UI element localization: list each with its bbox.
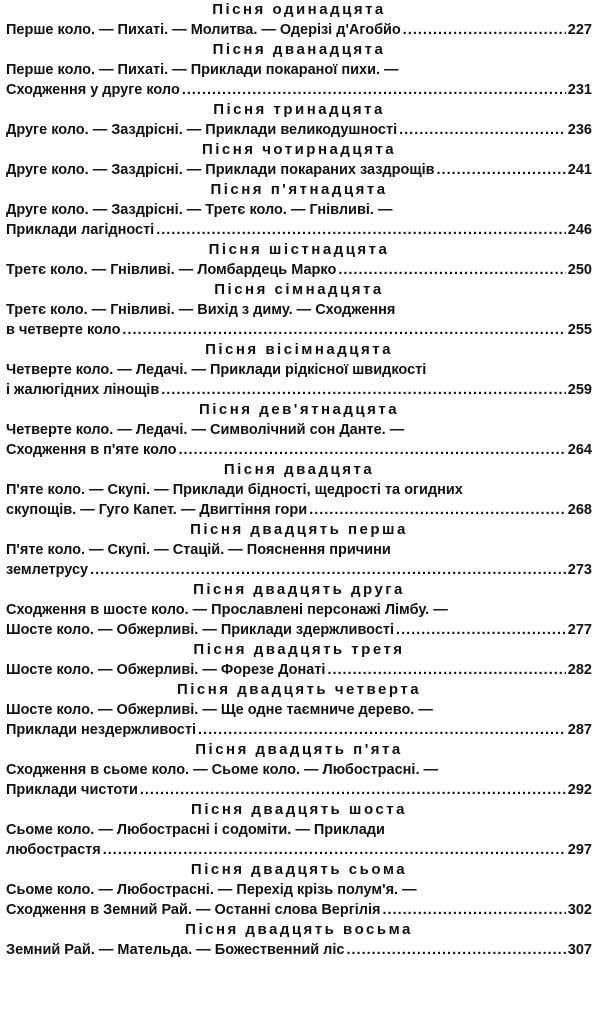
leader-dots xyxy=(309,500,566,520)
entry-lines xyxy=(6,260,592,280)
entry-lines xyxy=(6,480,592,520)
entry-text: в четверте коло xyxy=(6,322,121,338)
entry-lines xyxy=(6,880,592,920)
page-number: 273 xyxy=(567,562,592,578)
toc-section-2 xyxy=(6,40,592,100)
entry-line-with-page xyxy=(6,20,592,40)
entry-line: П'яте коло. — Скупі. — Приклади бідності, щедрості та огидних xyxy=(6,482,463,498)
page-number: 302 xyxy=(567,902,592,918)
page-number: 287 xyxy=(567,722,592,738)
entry-lines xyxy=(6,700,592,740)
canto-heading: Пісня двадцять четверта xyxy=(176,681,422,698)
entry-line-with-page xyxy=(6,320,592,340)
canto-heading: Пісня тринадцята xyxy=(213,101,385,118)
page-number: 227 xyxy=(567,22,592,38)
canto-heading: Пісня шістнадцята xyxy=(208,241,390,258)
entry-line-with-page xyxy=(6,560,592,580)
page-number: 282 xyxy=(567,662,592,678)
entry-line-with-page xyxy=(6,160,592,180)
entry-lines xyxy=(6,540,592,580)
toc-section-4 xyxy=(6,140,592,180)
canto-heading: Пісня дев'ятнадцята xyxy=(198,401,400,418)
leader-dots xyxy=(396,620,566,640)
entry-lines xyxy=(6,60,592,100)
entry-lines xyxy=(6,120,592,140)
entry-text: Приклади чистоти xyxy=(6,782,138,798)
entry-line-with-page xyxy=(6,720,592,740)
entry-text: Земний Рай. — Мательда. — Божественний ліс xyxy=(6,942,345,958)
entry-line-with-page xyxy=(6,660,592,680)
toc-section-16 xyxy=(6,800,592,860)
page-number: 297 xyxy=(567,842,592,858)
toc-section-17 xyxy=(6,860,592,920)
leader-dots xyxy=(178,440,565,460)
entry-line-with-page xyxy=(6,620,592,640)
leader-dots xyxy=(437,160,566,180)
leader-dots xyxy=(198,720,566,740)
entry-lines xyxy=(6,360,592,400)
entry-text: Шосте коло. — Обжерливі. — Форезе Донаті xyxy=(6,662,326,678)
page-number: 250 xyxy=(567,262,592,278)
page-number: 277 xyxy=(567,622,592,638)
entry-line-with-page xyxy=(6,220,592,240)
entry-lines xyxy=(6,300,592,340)
entry-line: Перше коло. — Пихаті. — Приклади покараної пихи. — xyxy=(6,62,399,78)
canto-heading: Пісня двадцята xyxy=(223,461,375,478)
leader-dots xyxy=(122,320,565,340)
entry-lines xyxy=(6,420,592,460)
entry-text: любострастя xyxy=(6,842,101,858)
entry-line: Сьоме коло. — Любострасні і содоміти. — Приклади xyxy=(6,822,385,838)
leader-dots xyxy=(140,780,566,800)
entry-line: Сьоме коло. — Любострасні. — Перехід крізь полум'я. — xyxy=(6,882,417,898)
page-number: 236 xyxy=(567,122,592,138)
entry-lines xyxy=(6,160,592,180)
entry-line-with-page xyxy=(6,500,592,520)
leader-dots xyxy=(383,900,566,920)
entry-lines xyxy=(6,760,592,800)
leader-dots xyxy=(338,260,565,280)
page-number: 259 xyxy=(567,382,592,398)
entry-line: Сходження в шосте коло. — Прославлені персонажі Лімбу. — xyxy=(6,602,448,618)
entry-line-with-page xyxy=(6,80,592,100)
entry-lines xyxy=(6,940,592,960)
entry-text: Сходження в Земний Рай. — Останні слова Вергілія xyxy=(6,902,381,918)
canto-heading: Пісня чотирнадцята xyxy=(201,141,397,158)
entry-line: Четверте коло. — Ледачі. — Приклади рідкісної швидкості xyxy=(6,362,427,378)
canto-heading: Пісня двадцять сьома xyxy=(190,861,408,878)
toc-section-7 xyxy=(6,280,592,340)
leader-dots xyxy=(346,940,565,960)
entry-text: Сходження у друге коло xyxy=(6,82,180,98)
canto-heading: Пісня п'ятнадцята xyxy=(210,181,388,198)
entry-text: Приклади нездержливості xyxy=(6,722,197,738)
page-number: 246 xyxy=(567,222,592,238)
entry-lines xyxy=(6,20,592,40)
leader-dots xyxy=(156,220,566,240)
toc-section-5 xyxy=(6,180,592,240)
page-number: 268 xyxy=(567,502,592,518)
entry-line-with-page xyxy=(6,840,592,860)
entry-text: і жалюгідних лінощів xyxy=(6,382,160,398)
toc-section-18 xyxy=(6,920,592,960)
toc-section-14 xyxy=(6,680,592,740)
entry-text: Шосте коло. — Обжерливі. — Приклади здержливості xyxy=(6,622,395,638)
toc-section-3 xyxy=(6,100,592,140)
page-number: 255 xyxy=(567,322,592,338)
entry-line: Сходження в сьоме коло. — Сьоме коло. — Любострасні. — xyxy=(6,762,439,778)
canto-heading: Пісня двадцять перша xyxy=(190,521,408,538)
canto-heading: Пісня двадцять шоста xyxy=(191,801,407,818)
entry-text: Сходження в п'яте коло xyxy=(6,442,177,458)
leader-dots xyxy=(403,20,566,40)
entry-text: Третє коло. — Гнівливі. — Ломбардець Марко xyxy=(6,262,337,278)
entry-line-with-page xyxy=(6,900,592,920)
entry-line-with-page xyxy=(6,380,592,400)
canto-heading: Пісня двадцять третя xyxy=(193,641,405,658)
entry-line: Четверте коло. — Ледачі. — Символічний сон Данте. — xyxy=(6,422,405,438)
canto-heading: Пісня дванадцята xyxy=(212,41,386,58)
entry-lines xyxy=(6,820,592,860)
entry-lines xyxy=(6,660,592,680)
entry-text: землетрусу xyxy=(6,562,89,578)
entry-line-with-page xyxy=(6,940,592,960)
page-number: 264 xyxy=(567,442,592,458)
canto-heading: Пісня двадцять п'ята xyxy=(195,741,403,758)
entry-lines xyxy=(6,200,592,240)
entry-text: скупощів. — Гуго Капет. — Двигтіння гори xyxy=(6,502,308,518)
entry-line-with-page xyxy=(6,120,592,140)
entry-line: Шосте коло. — Обжерливі. — Ще одне таємниче дерево. — xyxy=(6,702,433,718)
entry-text: Друге коло. — Заздрісні. — Приклади покараних заздрощів xyxy=(6,162,435,178)
toc-section-10 xyxy=(6,460,592,520)
canto-heading: Пісня одинадцята xyxy=(212,1,386,18)
toc-section-9 xyxy=(6,400,592,460)
entry-text: Приклади лагідності xyxy=(6,222,155,238)
leader-dots xyxy=(103,840,566,860)
toc-section-12 xyxy=(6,580,592,640)
entry-line-with-page xyxy=(6,440,592,460)
leader-dots xyxy=(327,660,565,680)
entry-text: Друге коло. — Заздрісні. — Приклади великодушності xyxy=(6,122,398,138)
entry-line: Друге коло. — Заздрісні. — Третє коло. — Гнівливі. — xyxy=(6,202,393,218)
page-number: 241 xyxy=(567,162,592,178)
canto-heading: Пісня вісімнадцята xyxy=(205,341,393,358)
entry-line-with-page xyxy=(6,260,592,280)
leader-dots xyxy=(399,120,566,140)
leader-dots xyxy=(161,380,566,400)
entry-line-with-page xyxy=(6,780,592,800)
page-number: 307 xyxy=(567,942,592,958)
canto-heading: Пісня сімнадцята xyxy=(214,281,384,298)
toc-section-8 xyxy=(6,340,592,400)
entry-line: Третє коло. — Гнівливі. — Вихід з диму. — Сходження xyxy=(6,302,396,318)
toc-section-15 xyxy=(6,740,592,800)
entry-text: Перше коло. — Пихаті. — Молитва. — Одерізі д'Агобйо xyxy=(6,22,401,38)
toc-section-1 xyxy=(6,0,592,40)
toc-section-6 xyxy=(6,240,592,280)
leader-dots xyxy=(90,560,566,580)
entry-line: П'яте коло. — Скупі. — Стацій. — Пояснення причини xyxy=(6,542,391,558)
entry-lines xyxy=(6,600,592,640)
page-number: 292 xyxy=(567,782,592,798)
canto-heading: Пісня двадцять восьма xyxy=(185,921,413,938)
canto-heading: Пісня двадцять друга xyxy=(193,581,405,598)
toc-section-11 xyxy=(6,520,592,580)
page-number: 231 xyxy=(567,82,592,98)
leader-dots xyxy=(182,80,566,100)
toc-section-13 xyxy=(6,640,592,680)
